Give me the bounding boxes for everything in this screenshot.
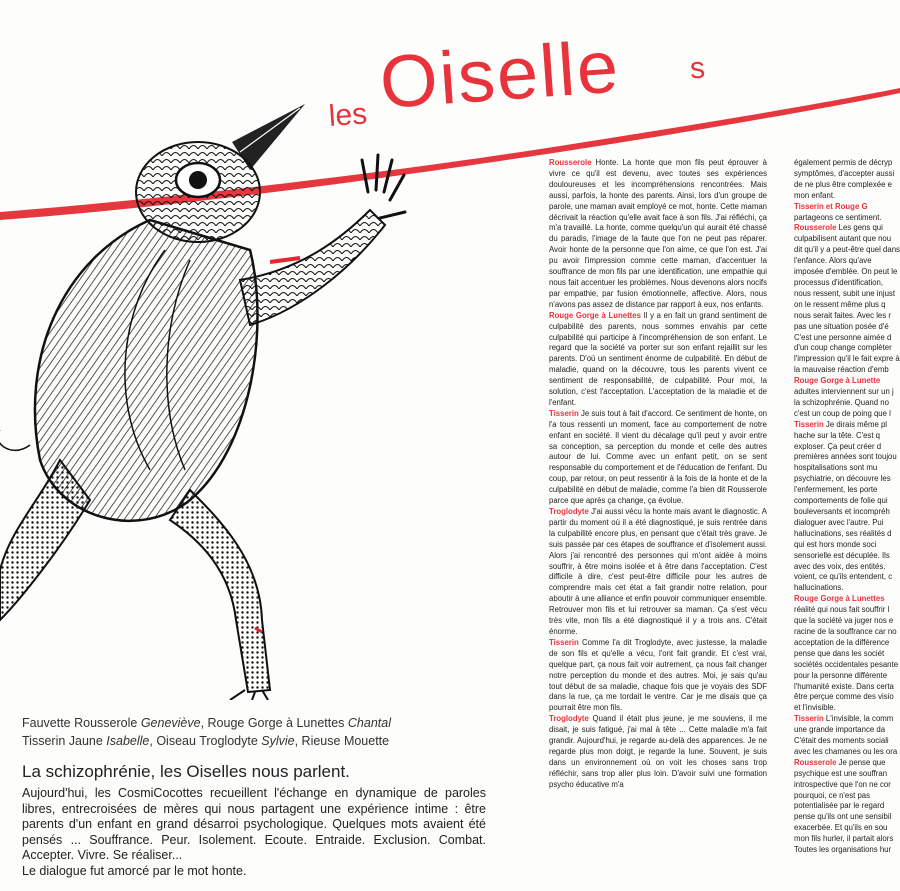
dialogue-paragraph — [794, 376, 900, 420]
credits-line — [22, 732, 522, 750]
dialogue-paragraph — [549, 409, 767, 507]
dialogue-paragraph — [549, 311, 767, 409]
speaker-name: Tisserin — [549, 637, 579, 647]
speaker-name: Tisserin — [794, 419, 824, 429]
dialogue-paragraph — [794, 202, 900, 224]
intro — [22, 786, 486, 879]
headline: La schizophrénie, les Oiselles nous parlent. — [22, 762, 350, 781]
dialogue-paragraph — [794, 758, 900, 856]
dialogue-column-2 — [794, 158, 900, 888]
credit-first-name: Isabelle — [106, 734, 150, 748]
speaker-text: Il y a en fait un grand sentiment de culpabilité des parents, nous sommes envahis par cette culpabilité qui participe à l'incompréhension de son enfant. Le regard que la société va porter sur son enfant rejaillit sur les parents. D'où un sentiment énorme de culpabilité. En début de maladie, quand on la découvre, tous les parents vivent ce sentiment de responsabilité, de culpabilité. Pour moi, la solution, c'est l'acceptation. L'acceptation de la maladie et de l'enfant. — [549, 310, 767, 407]
credit-first-name: Chantal — [347, 716, 391, 730]
speaker-name: Rouge Gorge à Lunettes — [549, 310, 641, 320]
speaker-text: Je pense que psychique est une souffran introspective que l'on ne cor pourquoi, ce n'est pas potentialisée par le regard pense qu'ils ont une sensibil exacerbée. Et qu'ils en sou mon fils hurler, il partait alors Toutes les organisations hur — [794, 757, 894, 855]
dialogue-paragraph — [794, 420, 900, 595]
credit-bird-name: , Rouge Gorge à Lunettes — [200, 716, 348, 730]
title-suffix: s — [688, 51, 707, 86]
speaker-text: également permis de décryp symptômes, d'accepter aussi de ne plus être complexée e mon enfant. — [794, 158, 895, 200]
speaker-text: Je dirais même pl hache sur la tête. C'est q exploser. Ça peut créer d premières années sont toujou hospitalisations sont mu psychiatrie, on découvre les l'enfermement, les porte comportements de folie qui bouleversants et incompréh dialoguer avec l'autre. Pui hallucinations, ses réalités d qui est hors monde soci sensorielle est décuplée. Ils avec des voix, des entités. voient, ce qu'ils entendent, c hallucinations. — [794, 419, 897, 593]
speaker-name: Rouge Gorge à Lunettes — [794, 594, 885, 604]
credit-bird-name: Tisserin Jaune — [22, 734, 107, 748]
bird-illustration — [0, 100, 540, 700]
speaker-text: Honte. La honte que mon fils peut éprouver à vivre ce qu'il est devenu, avec toutes ses expériences douloureuses et les incompréhensions rencontrées. Mais aussi, parfois, la honte des parents. Ainsi, lors d'un groupe de parole, une maman avait employé ce mot, honte. Cette maman décrivait la réaction qu'elle avait face à son fils. J'ai réfléchi, ça m'a travaillé. La honte, comme quelqu'un qui aurait été chassé du paradis, l'image de la faute que l'on ne peut pas réparer. Avoir honte de la personne que l'on aime, ce que l'on est. J'ai pu avoir l'impression comme cette maman, d'accentuer la souffrance de mon fils par une identification, une empathie qui nous fait accentuer les problèmes. Nous devenons alors nocifs par empathie, par fusion émotionnelle, affective. Alors, nous n'avons pas assez de distance par rapport à eux, nos enfants. — [549, 158, 767, 309]
speaker-name: Rousserole — [794, 757, 837, 767]
dialogue-paragraph — [794, 594, 900, 714]
credit-bird-name: , Oiseau Troglodyte — [149, 734, 262, 748]
speaker-text: adultes interviennent sur un j la schizophrénie. Quand no c'est un coup de poing que l — [794, 387, 894, 418]
speaker-name: Rouge Gorge à Lunette — [794, 376, 881, 386]
speaker-text: Quand il était plus jeune, je me souviens, il me disait, je suis fatigué, j'ai mal à tête ... Cette maladie m'a fait grandir. Aujourd'hui, je regarde au-delà des apparences. Je ne regarde plus mon doigt, je regarde la lune. Souvent, je suis dans un environnement où on voit les choses sans trop réfléchir, sans trop aller plus loin. D'avoir suivi une formation psycho éducative m'a — [549, 714, 767, 789]
dialogue-paragraph — [549, 638, 767, 714]
speaker-text: Comme l'a dit Troglodyte, avec justesse, la maladie de son fils et qu'elle a vécu, l'ont fait grandir. Et c'est vrai, quelque part, ça nous fait voir autrement, ça nous fait changer notre perception du monde et des autres. Moi, je sais qu'au tout début de sa maladie, chaque fois que je voyais des SDF dans la rue, ça me tordait le ventre. Car je me disais que ça pourrait être mon fils. — [549, 637, 767, 713]
dialogue-paragraph — [794, 158, 900, 202]
speaker-name: Tisserin — [549, 408, 579, 418]
dialogue-paragraph — [549, 158, 767, 311]
speaker-name: Tisserin et Rouge G — [794, 201, 868, 211]
dialogue-paragraph — [549, 507, 767, 638]
credit-first-name: Sylvie — [261, 734, 295, 748]
speaker-name: Troglodyte — [549, 507, 589, 516]
speaker-name: Rousserole — [549, 158, 592, 167]
intro-paragraph: Le dialogue fut amorcé par le mot honte. — [22, 863, 247, 878]
title-prefix: les — [327, 97, 369, 134]
dialogue-column-1 — [549, 158, 767, 888]
credit-bird-name: , Rieuse Mouette — [294, 734, 390, 748]
intro-paragraph: Aujourd'hui, les CosmiCocottes recueillent l'échange en dynamique de paroles libres, entrecroisées de mères qui nous partagent une expérience intime : être parents d'un enfant en grand désarroi psychologique. Quelques mots avaient été pensés ... Souffrance. Peur. Isolement. Ecoute. Entraide. Exclusion. Combat. Accepter. Vivre. Se réaliser... — [22, 786, 486, 862]
dialogue-paragraph — [794, 223, 900, 376]
credits-line — [22, 714, 522, 732]
credit-bird-name: Fauvette Rousserole — [22, 716, 141, 730]
credits — [22, 714, 522, 750]
dialogue-paragraph — [794, 714, 900, 758]
speaker-text: Les gens qui culpabilisent autant que nou dit qu'il y a peut-être quel dans l'enfance. Alors qu'ave imposée d'emblée. On peut le processus d'identification, nous ressent, subit une injust on le ressent même plus q nous serait faites. Avec les r pas une situation posée d'é C'est une personne aimée d d'un coup change complèter l'impression qu'il le fait expre à la mauvaise réaction d'emb — [794, 223, 900, 375]
speaker-name: Rousserole — [794, 223, 837, 233]
speaker-text: J'ai aussi vécu la honte mais avant le diagnostic. A partir du moment où il a été diagnostiqué, je suis rentrée dans la culpabilité encore plus, en pensant que c'était très grave. Je suis passée par ces étapes de souffrance et d'isolement aussi. Alors j'ai rencontré des personnes qui m'ont aidée à moins souffrir, à être moins isolée et à être dans l'acceptation. C'est difficile à dire, c'est peut-être difficile pour les autres de comprendre mais cet état a fait grandir notre relation, pour aboutir à une alliance et enfin pouvoir communiquer ensemble. Retrouver mon fils et lui retrouver sa maman. Ça s'est vécu très vite, mon fils a été diagnostiqué il y a trois ans. C'était énorme. — [549, 507, 767, 636]
speaker-text: L'invisible, la comm une grande importance da C'était des moments sociali avec les chamanes ou les ora — [794, 714, 898, 756]
speaker-text: Je suis tout à fait d'accord. Ce sentiment de honte, on l'a tous ressenti un moment, face au comportement de notre enfant en société. Il vient du décalage qu'il peut y avoir entre sa conception, sa perception du monde et celle des autres autour de lui. Comme avec un enfant petit, on se sent responsable du comportement et de l'éducation de l'enfant. Du coup, par retour, on peut ressentir à la fois de la honte et de la culpabilité en début de maladie, comme l'a bien dit Rousserole parce que après ça change, ça évolue. — [549, 408, 767, 506]
dialogue-paragraph — [549, 714, 767, 790]
speaker-text: partageons ce sentiment. — [794, 212, 882, 222]
title-main: Oiselle — [377, 24, 623, 125]
speaker-name: Tisserin — [794, 714, 824, 724]
speaker-name: Troglodyte — [549, 714, 589, 724]
speaker-text: réalité qui nous fait souffrir l que la société va juger nos e racine de la souffrance car no acceptation de la différence pense que dans les sociét sociétés occidentales pesante pour la personne différente l'humanité existe. Dans certa être perçue comme des visio et l'invisible. — [794, 605, 899, 713]
credit-first-name: Geneviève — [140, 716, 201, 730]
